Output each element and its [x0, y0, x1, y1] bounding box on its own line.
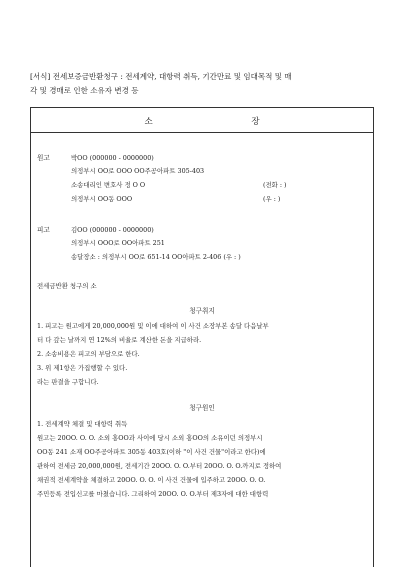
plaintiff-label: 원고: [37, 154, 50, 162]
claim-line: 2. 소송비용은 피고의 부담으로 한다.: [37, 350, 140, 358]
form-header-line-2: 각 및 경매로 인한 소유자 변경 등: [30, 86, 139, 95]
form-header-line-1: [서식] 전세보증금반환청구 : 전세계약, 대항력 취득, 기간만료 및 임대목적 및 매: [30, 72, 292, 81]
complaint-document: [30, 107, 374, 567]
cause-line: 주민등록 전입신고를 마쳤습니다. 그리하여 20OO. O. O.부터 제3자에 대한 대항력: [37, 490, 269, 498]
claim-heading: 청구취지: [189, 307, 215, 315]
defendant-label: 피고: [37, 226, 50, 234]
plaintiff-name: 박OO (000000 - 0000000): [71, 154, 154, 162]
defendant-delivery-address: 송달장소 : 의정부시 OO로 651-14 OO아파트 2-406 (우 : ): [71, 253, 241, 261]
cause-line: 관하여 전세금 20,000,000원, 전세기간 20OO. O. O.부터 20OO. O. O.까지로 정하여: [37, 462, 282, 470]
case-name: 전세금반환 청구의 소: [37, 282, 97, 290]
plaintiff-phone: (전화 : ): [263, 181, 287, 189]
plaintiff-agent-address: 의정부시 OO동 OOO: [71, 195, 133, 203]
claim-line: 3. 위 제1항은 가집행할 수 있다.: [37, 364, 128, 372]
claim-line: 1. 피고는 원고에게 20,000,000원 및 이에 대하여 이 사건 소장부본 송달 다음날부: [37, 322, 269, 330]
plaintiff-address: 의정부시 OO로 OOO OO주공아파트 305-403: [71, 167, 205, 175]
cause-heading: 청구원인: [189, 404, 215, 412]
cause-line: 원고는 20OO. O. O. 소외 홍OO과 사이에 당시 소외 홍OO의 소유이던 의정부시: [37, 434, 263, 442]
cause-line: OO동 241 소재 OO주공아파트 305동 403호(이하 "이 사건 건물"이라고 한다)에: [37, 448, 266, 456]
cause-line: 채권적 전세계약을 체결하고 20OO. O. O. 이 사건 건물에 입주하고 20OO. O. O.: [37, 476, 266, 484]
defendant-name: 김OO (000000 - 0000000): [71, 226, 154, 234]
title-divider: [31, 132, 373, 133]
plaintiff-agent: 소송대리인 변호사 정 O O: [71, 181, 146, 189]
claim-line: 라는 판결을 구합니다.: [37, 378, 99, 386]
document-title: 소 장: [144, 117, 308, 127]
cause-subheading: 1. 전세계약 체결 및 대항력 취득: [37, 420, 128, 428]
claim-line: 터 다 갚는 날까지 연 12%의 비율로 계산한 돈을 지급하라.: [37, 336, 202, 344]
plaintiff-postal: (우 : ): [263, 195, 281, 203]
defendant-address: 의정부시 OOO로 OO아파트 251: [71, 239, 165, 247]
